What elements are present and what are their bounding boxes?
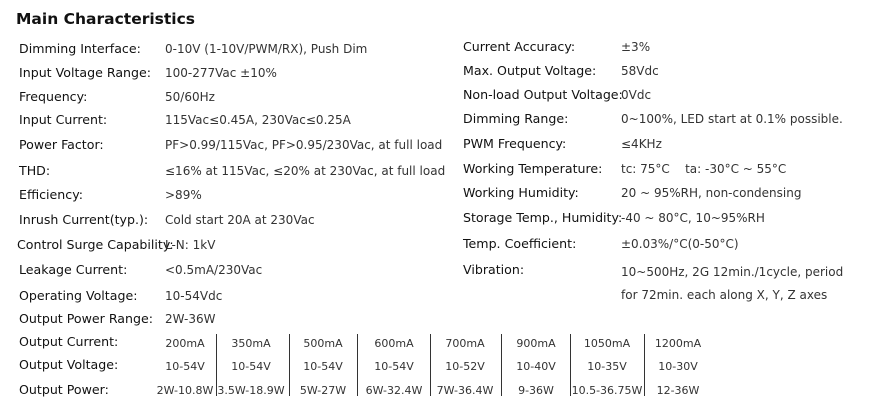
spec-value-vibration-line2: for 72min. each along X, Y, Z axes [621,288,828,302]
spec-label-leakage-current: Leakage Current: [19,262,128,277]
table-cell-power: 6W-32.4W [365,384,423,397]
table-row-label-output-voltage: Output Voltage: [19,357,119,372]
section-title: Main Characteristics [16,10,196,28]
spec-label-dimming-interface: Dimming Interface: [19,41,141,56]
table-cell-current: 200mA [165,337,205,350]
table-cell-current: 700mA [445,337,485,350]
spec-value-current-accuracy: ±3% [621,40,651,54]
table-cell-current: 600mA [374,337,414,350]
table-cell-voltage: 10-54V [165,360,205,373]
spec-value-max-output-voltage: 58Vdc [621,64,659,78]
table-divider [289,334,290,396]
spec-value-temp-coefficient: ±0.03%/°C(0-50°C) [621,237,739,251]
spec-value-control-surge: L-N: 1kV [165,238,216,252]
table-divider [430,334,431,396]
spec-value-operating-voltage: 10-54Vdc [165,289,223,303]
table-divider [644,334,645,396]
spec-label-temp-coefficient: Temp. Coefficient: [463,236,577,251]
spec-value-inrush-current: Cold start 20A at 230Vac [165,213,315,227]
table-cell-power: 9-36W [518,384,554,397]
spec-label-power-factor: Power Factor: [19,137,104,152]
spec-label-current-accuracy: Current Accuracy: [463,39,576,54]
table-cell-current: 1050mA [583,337,631,350]
spec-label-operating-voltage: Operating Voltage: [19,288,138,303]
spec-label-output-power-range: Output Power Range: [19,311,153,326]
spec-label-max-output-voltage: Max. Output Voltage: [463,63,597,78]
spec-label-pwm-frequency: PWM Frequency: [463,136,567,151]
spec-value-efficiency: >89% [165,188,202,202]
spec-label-control-surge: Control Surge Capability: [17,237,174,252]
spec-value-working-temperature: tc: 75°C ta: -30°C ~ 55°C [621,162,787,176]
table-row-label-output-power: Output Power: [19,382,109,397]
table-divider [357,334,358,396]
table-cell-voltage: 10-54V [374,360,414,373]
spec-value-power-factor: PF>0.99/115Vac, PF>0.95/230Vac, at full load [165,138,443,152]
table-cell-power: 5W-27W [299,384,347,397]
spec-value-leakage-current: <0.5mA/230Vac [165,263,263,277]
spec-value-output-power-range: 2W-36W [165,312,216,326]
spec-value-frequency: 50/60Hz [165,90,215,104]
spec-value-input-current: 115Vac≤0.45A, 230Vac≤0.25A [165,113,351,127]
table-cell-current: 350mA [231,337,271,350]
spec-label-thd: THD: [19,163,51,178]
table-cell-power: 10.5-36.75W [571,384,643,397]
table-row-label-output-current: Output Current: [19,334,119,349]
spec-value-input-voltage: 100-277Vac ±10% [165,66,277,80]
spec-value-pwm-frequency: ≤4KHz [621,137,662,151]
table-cell-voltage: 10-30V [658,360,698,373]
spec-label-input-voltage: Input Voltage Range: [19,65,152,80]
spec-value-dimming-range: 0~100%, LED start at 0.1% possible. [621,112,843,126]
table-cell-current: 900mA [516,337,556,350]
table-cell-voltage: 10-54V [231,360,271,373]
spec-label-storage-temp: Storage Temp., Humidity: [463,210,623,225]
table-cell-power: 2W-10.8W [156,384,214,397]
table-divider [501,334,502,396]
table-cell-power: 3.5W-18.9W [217,384,285,397]
spec-value-non-load-voltage: 0Vdc [621,88,652,102]
spec-label-dimming-range: Dimming Range: [463,111,569,126]
table-cell-voltage: 10-40V [516,360,556,373]
spec-label-non-load-voltage: Non-load Output Voltage: [463,87,623,102]
spec-label-working-temperature: Working Temperature: [463,161,603,176]
spec-label-efficiency: Efficiency: [19,187,83,202]
spec-label-vibration: Vibration: [463,262,525,277]
spec-value-vibration: 10~500Hz, 2G 12min./1cycle, period [621,265,844,279]
table-cell-voltage: 10-35V [587,360,627,373]
table-cell-voltage: 10-54V [303,360,343,373]
table-cell-power: 12-36W [656,384,700,397]
spec-value-storage-temp: -40 ~ 80°C, 10~95%RH [621,211,765,225]
spec-label-inrush-current: Inrush Current(typ.): [19,212,149,227]
table-cell-current: 500mA [303,337,343,350]
spec-value-thd: ≤16% at 115Vac, ≤20% at 230Vac, at full load [165,164,446,178]
table-cell-voltage: 10-52V [445,360,485,373]
table-cell-current: 1200mA [654,337,702,350]
spec-value-dimming-interface: 0-10V (1-10V/PWM/RX), Push Dim [165,42,368,56]
spec-value-working-humidity: 20 ~ 95%RH, non-condensing [621,186,802,200]
spec-label-input-current: Input Current: [19,112,108,127]
spec-label-working-humidity: Working Humidity: [463,185,579,200]
table-cell-power: 7W-36.4W [436,384,494,397]
spec-label-frequency: Frequency: [19,89,88,104]
